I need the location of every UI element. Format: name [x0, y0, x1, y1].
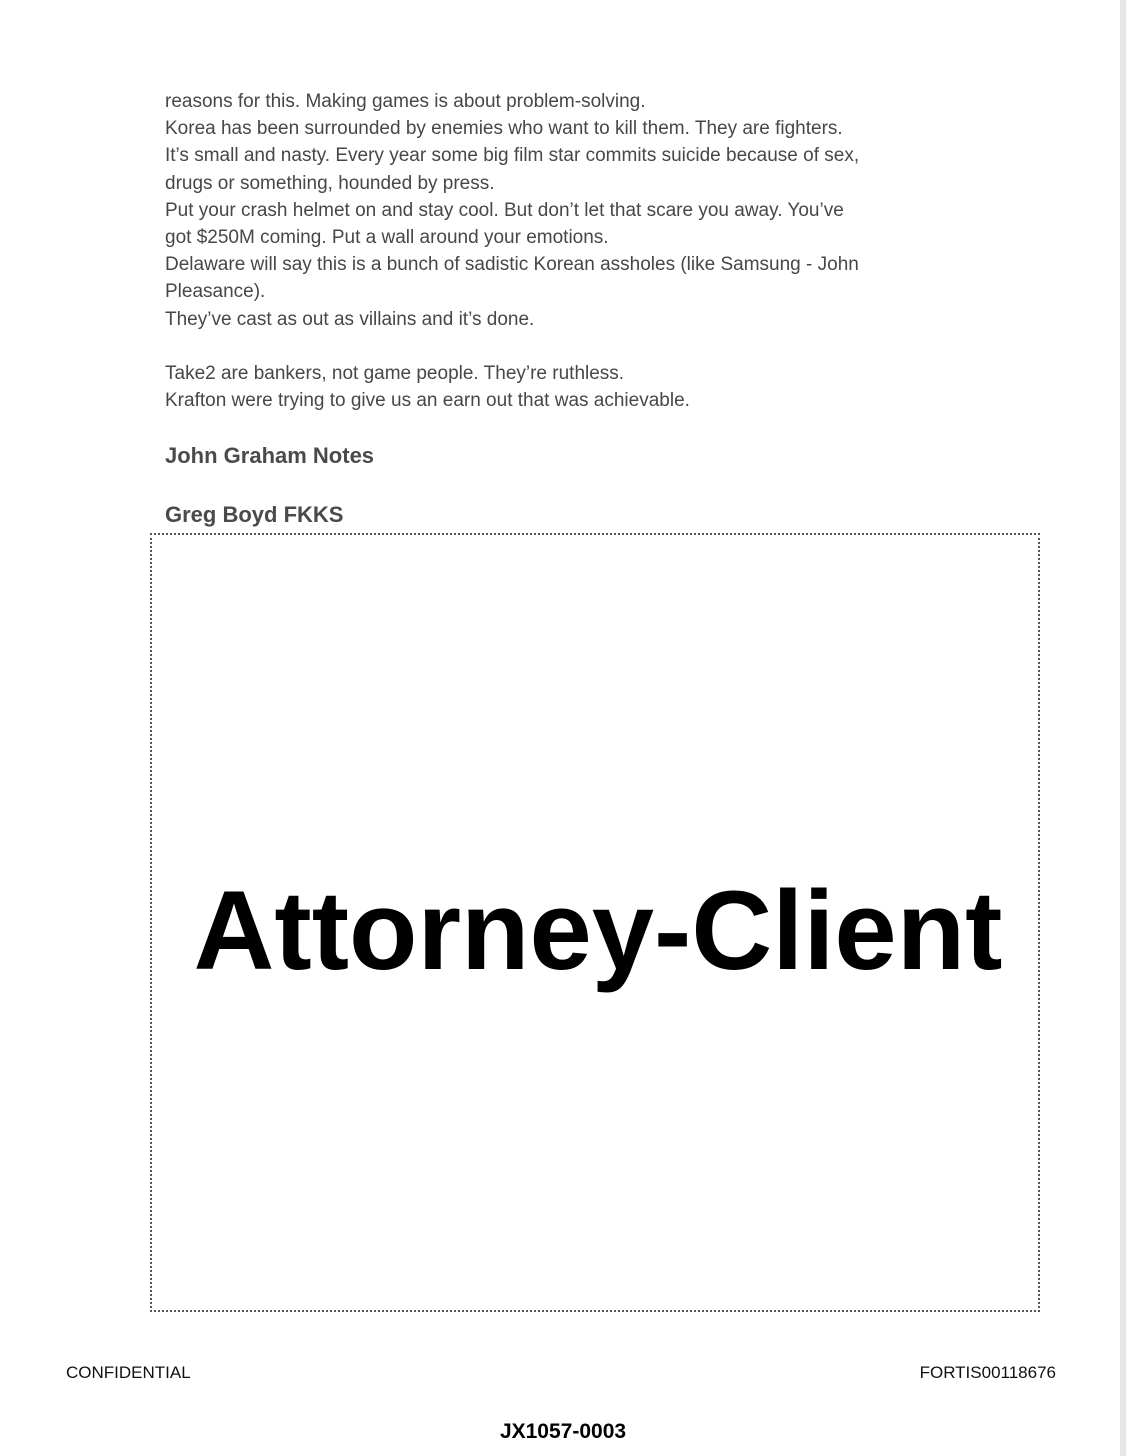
note-line: Delaware will say this is a bunch of sadistic Korean assholes (like Samsung - John	[165, 254, 859, 276]
note-line: Krafton were trying to give us an earn out that was achievable.	[165, 390, 690, 412]
redaction-label: Attorney-Client	[193, 868, 1003, 993]
notes-body	[165, 88, 985, 414]
confidentiality-stamp: CONFIDENTIAL	[66, 1363, 191, 1382]
note-line: got $250M coming. Put a wall around your emotions.	[165, 227, 609, 249]
note-line: Korea has been surrounded by enemies who want to kill them. They are fighters.	[165, 118, 843, 140]
paragraph-gap	[165, 333, 985, 360]
redaction-box	[150, 533, 1040, 1312]
note-line: reasons for this. Making games is about problem-solving.	[165, 91, 646, 112]
section-heading-greg-boyd-fkks: Greg Boyd FKKS	[165, 502, 344, 527]
bates-number: FORTIS00118676	[919, 1363, 1056, 1382]
note-line: Put your crash helmet on and stay cool. But don’t let that scare you away. You’ve	[165, 199, 844, 221]
note-line: Pleasance).	[165, 281, 266, 303]
note-line: They’ve cast as out as villains and it’s done.	[165, 308, 535, 330]
page-edge-shadow	[1120, 0, 1126, 1456]
note-line: Take2 are bankers, not game people. They’re ruthless.	[165, 362, 625, 384]
note-line: drugs or something, hounded by press.	[165, 172, 495, 194]
note-line: It’s small and nasty. Every year some big film star commits suicide because of sex,	[165, 145, 860, 167]
section-heading-john-graham-notes: John Graham Notes	[165, 443, 375, 468]
exhibit-number: JX1057-0003	[499, 1420, 627, 1443]
